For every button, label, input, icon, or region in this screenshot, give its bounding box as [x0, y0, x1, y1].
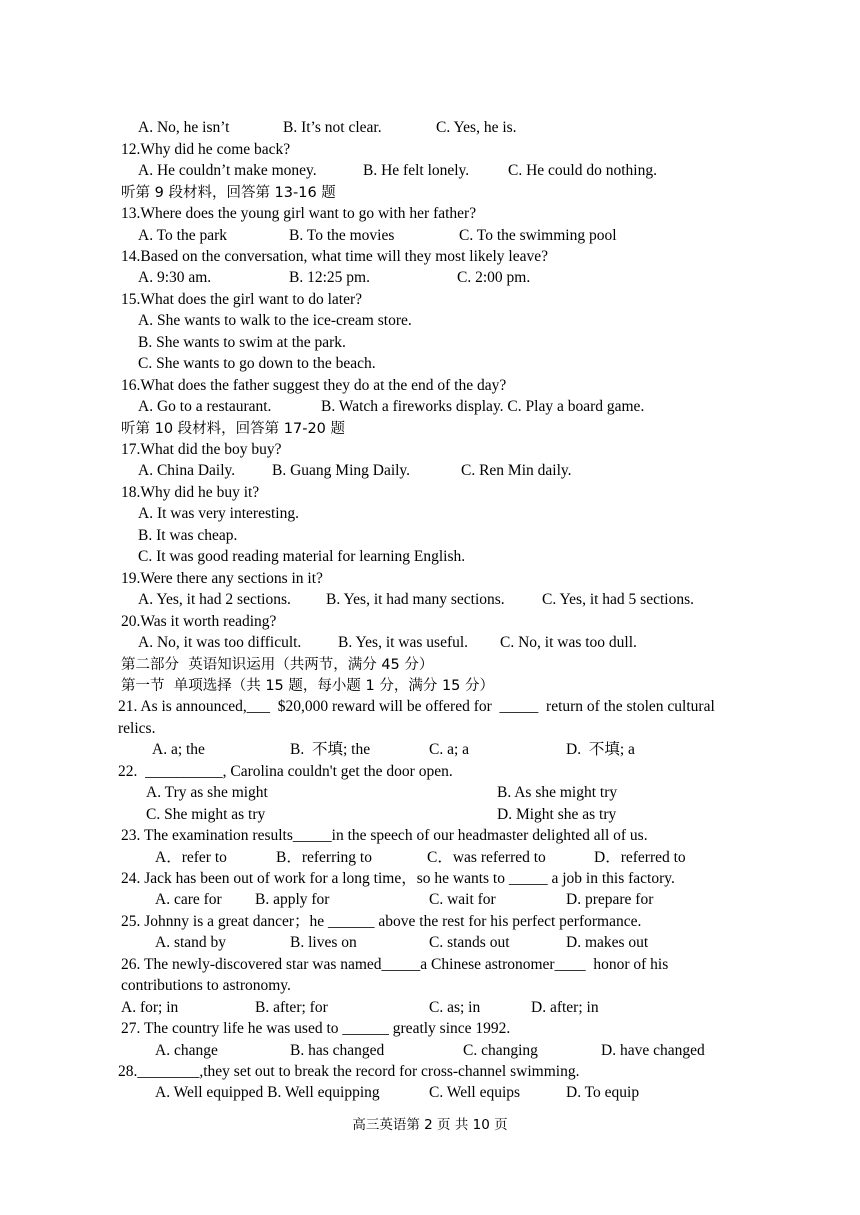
text-line: C. He could do nothing.	[508, 162, 657, 179]
text-line: A. change	[155, 1042, 218, 1059]
text-line: B. lives on	[290, 934, 357, 951]
text-line: A. No, it was too difficult.	[138, 634, 302, 651]
text-line: A. She wants to walk to the ice-cream store.	[138, 312, 412, 329]
question-line: 15.What does the girl want to do later?	[121, 291, 363, 308]
question-line: 16.What does the father suggest they do at the end of the day?	[121, 377, 507, 394]
question-line: 23. The examination results_____in the speech of our headmaster delighted all of us.	[121, 827, 648, 844]
question-line: 22. __________, Carolina couldn't get the door open.	[118, 763, 453, 780]
text-line: A. No, he isn’t	[138, 119, 230, 136]
section-heading: 第一节 单项选择（共 15 题，每小题 1 分，满分 15 分）	[121, 678, 494, 694]
text-line: B. It was cheap.	[138, 527, 238, 544]
text-line: C. She wants to go down to the beach.	[138, 355, 376, 372]
text-line: A. stand by	[155, 934, 227, 951]
text-line: C. To the swimming pool	[459, 227, 617, 244]
text-line: C. Ren Min daily.	[461, 462, 572, 479]
text-line: C. stands out	[429, 934, 510, 951]
question-line: 19.Were there any sections in it?	[121, 570, 323, 587]
question-line: 12.Why did he come back?	[121, 141, 291, 158]
text-line: D. after; in	[531, 999, 599, 1016]
text-line: D. prepare for	[566, 891, 654, 908]
text-line: B. apply for	[255, 891, 330, 908]
text-line: B. Guang Ming Daily.	[272, 462, 411, 479]
text-line: A. a; the	[152, 741, 205, 758]
text-line: D. 不填; a	[566, 741, 635, 758]
text-line: B. To the movies	[289, 227, 395, 244]
text-line: B. As she might try	[497, 784, 618, 801]
text-line: A. It was very interesting.	[138, 505, 299, 522]
question-line: 20.Was it worth reading?	[121, 613, 277, 630]
text-line: B. Watch a fireworks display. C. Play a board game.	[321, 398, 645, 415]
text-line: C. She might as try	[146, 806, 266, 823]
text-line: B. after; for	[255, 999, 328, 1016]
question-line: 24. Jack has been out of work for a long time，so he wants to _____ a job in this factory.	[121, 870, 675, 887]
text-line: A. 9:30 am.	[138, 269, 212, 286]
text-line: A. China Daily.	[138, 462, 236, 479]
text-line: A. Yes, it had 2 sections.	[138, 591, 291, 608]
text-line: D. To equip	[566, 1084, 640, 1101]
question-line: relics.	[118, 720, 156, 737]
text-line: B. It’s not clear.	[283, 119, 382, 136]
question-line: 17.What did the boy buy?	[121, 441, 282, 458]
text-line: A. To the park	[138, 227, 228, 244]
text-line: A. He couldn’t make money.	[138, 162, 317, 179]
text-line: C．was referred to	[427, 849, 546, 866]
text-line: C. No, it was too dull.	[500, 634, 637, 651]
question-line: 21. As is announced,___ $20,000 reward will be offered for _____ return of the stolen cultural	[118, 698, 715, 715]
section-heading: 听第 9 段材料，回答第 13-16 题	[121, 185, 336, 201]
text-line: C. Yes, he is.	[436, 119, 517, 136]
page-footer: 高三英语第 2 页 共 10 页	[352, 1117, 508, 1133]
text-line: A. care for	[155, 891, 222, 908]
text-line: D. makes out	[566, 934, 649, 951]
question-line: 18.Why did he buy it?	[121, 484, 260, 501]
text-line: C. Well equips	[429, 1084, 521, 1101]
text-line: D. have changed	[601, 1042, 705, 1059]
text-line: B. has changed	[290, 1042, 385, 1059]
question-line: 27. The country life he was used to ______ greatly since 1992.	[121, 1020, 511, 1037]
text-line: D. Might she as try	[497, 806, 617, 823]
section-heading: 第二部分 英语知识运用（共两节，满分 45 分）	[121, 657, 434, 673]
section-heading: 听第 10 段材料，回答第 17-20 题	[121, 421, 346, 437]
text-line: C. 2:00 pm.	[457, 269, 531, 286]
text-line: A. Try as she might	[146, 784, 268, 801]
question-line: 13.Where does the young girl want to go with her father?	[121, 205, 477, 222]
text-line: A. for; in	[121, 999, 179, 1016]
text-line: C. as; in	[429, 999, 481, 1016]
text-line: B．referring to	[276, 849, 372, 866]
text-line: B. 不填; the	[290, 741, 371, 758]
text-line: B. 12:25 pm.	[289, 269, 370, 286]
question-line: 25. Johnny is a great dancer；he ______ above the rest for his perfect performance.	[121, 913, 642, 930]
question-line: 14.Based on the conversation, what time will they most likely leave?	[121, 248, 549, 265]
text-line: B. She wants to swim at the park.	[138, 334, 346, 351]
question-line: contributions to astronomy.	[121, 977, 291, 994]
question-line: 26. The newly-discovered star was named_____a Chinese astronomer____ honor of his	[121, 956, 669, 973]
text-line: C. changing	[463, 1042, 538, 1059]
text-line: A. Well equipped B. Well equipping	[155, 1084, 380, 1101]
text-line: C. wait for	[429, 891, 496, 908]
text-line: B. He felt lonely.	[363, 162, 470, 179]
question-line: 28.________,they set out to break the record for cross-channel swimming.	[118, 1063, 580, 1080]
text-line: B. Yes, it was useful.	[338, 634, 469, 651]
text-line: A. Go to a restaurant.	[138, 398, 272, 415]
text-line: C. It was good reading material for learning English.	[138, 548, 466, 565]
text-line: C. Yes, it had 5 sections.	[542, 591, 694, 608]
text-line: D．referred to	[594, 849, 686, 866]
text-line: B. Yes, it had many sections.	[326, 591, 505, 608]
text-line: A．refer to	[155, 849, 227, 866]
text-line: C. a; a	[429, 741, 470, 758]
